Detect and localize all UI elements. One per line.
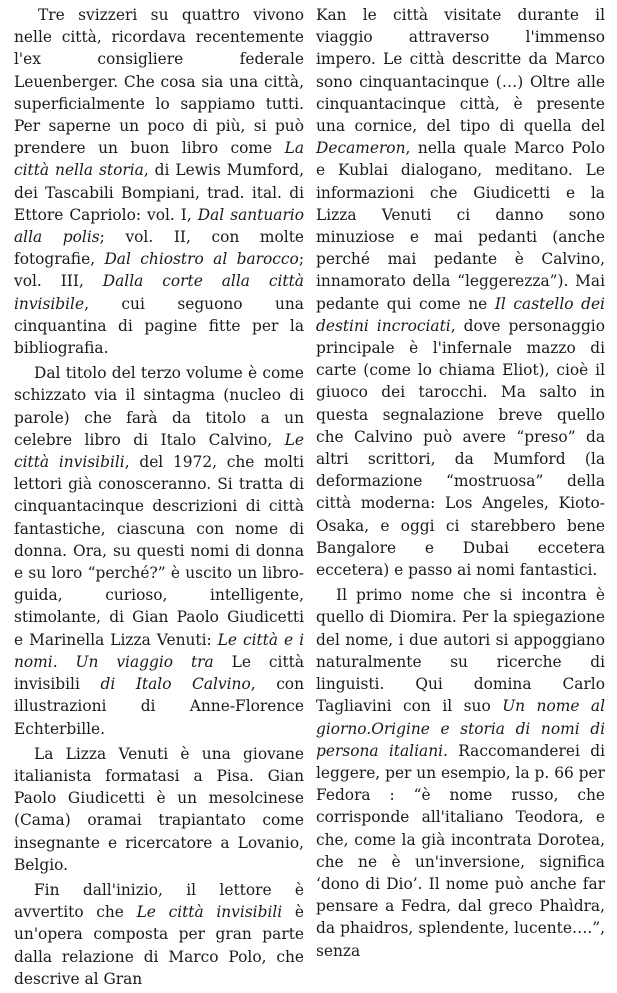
text-segment: , con illustrazioni di Anne-Florence Echterbille. bbox=[14, 675, 304, 738]
paragraph-3: La Lizza Venuti è una giovane italianista formatasi a Pisa. Gian Paolo Giudicetti è un mesolcinese (Cama) oramai trapiantato come insegnante e ricercatore a Lovanio, Belgio. bbox=[14, 744, 304, 874]
paragraph-1 bbox=[14, 4, 304, 359]
volume-title-italic: Dalla corte alla città invisibile bbox=[14, 272, 304, 313]
text-segment: Tre svizzeri su quattro vivono nelle città, ricordava recentemente l'ex consigliere federale Leuenberger. Che cosa sia una città, superficialmente lo sappiamo tutti. Per saperne un poco di più, si può prendere un buon libro come bbox=[14, 6, 304, 158]
book-title-italic: Le città invisibili bbox=[136, 903, 283, 922]
paragraph-5 bbox=[316, 4, 605, 581]
text-segment: ; vol. III, bbox=[14, 250, 304, 291]
book-title-italic: di Italo Calvino bbox=[100, 675, 251, 694]
paragraph-6 bbox=[316, 584, 605, 961]
book-title-italic: Un nome al giorno.Origine e storia di nomi di persona italiani bbox=[316, 697, 605, 760]
text-segment: Le città invisibili bbox=[14, 652, 304, 694]
paragraph-2 bbox=[14, 362, 304, 739]
text-segment: Kan le città visitate durante il viaggio attraverso l'immenso impero. Le città descritte da Marco sono cinquantacinque (…) Oltre alle cinquantacinque città, è presente una cornice, del tipo di quella del bbox=[316, 6, 605, 136]
paragraph-4 bbox=[14, 879, 304, 990]
text-segment: , cui seguono una cinquantina di pagine fitte per la bibliografia. bbox=[14, 294, 304, 358]
text-segment: , di Lewis Mumford, dei Tascabili Bompiani, trad. ital. di Ettore Capriolo: vol. I, bbox=[14, 161, 305, 224]
book-title-italic: Il castello dei destini incrociati bbox=[316, 294, 605, 335]
left-column bbox=[14, 4, 304, 993]
right-column bbox=[316, 4, 605, 965]
text-segment: Dal titolo del terzo volume è come schizzato via il sintagma (nucleo di parole) che farà da titolo a un celebre libro di Italo Calvino, bbox=[14, 364, 304, 449]
book-title-italic: Le città e i nomi. Un viaggio tra bbox=[14, 630, 304, 671]
text-segment: . Raccomanderei di leggere, per un esempio, la p. 66 per Fedora : “è nome russo, che corrisponde all'italiano Teodora, e che, come la già incontrata Dorotea, che ne è un'inversione, significa ‘dono di Dio’. Il nome può anche far pensare a Fedra, dal greco Phaìdra, da phaidros, splendente, lucente….”, senza bbox=[316, 741, 605, 960]
text-segment: Il primo nome che si incontra è quello di Diomira. Per la spiegazione del nome, i due autori si appoggiano naturalmente su ricerche di linguisti. Qui domina Carlo Tagliavini con il suo bbox=[316, 586, 605, 716]
book-title-italic: La città nella storia bbox=[14, 139, 304, 180]
text-segment: , dove personaggio principale è l'infernale mazzo di carte (come lo chiama Eliot), cioè il giuoco dei tarocchi. Ma salto in questa segnalazione breve quello che Calvino può avere “preso” da altri scrittori, da Mumford (la deformazione “mostruosa” della città moderna: Los Angeles, Kioto-Osaka, e oggi ci starebbero bene Bangalore e Dubai eccetera eccetera) e passo ai nomi fantastici. bbox=[316, 316, 605, 580]
volume-title-italic: Dal santuario alla polis bbox=[14, 205, 304, 247]
text-segment: è un'opera composta per gran parte dalla relazione di Marco Polo, che descrive al Gran bbox=[14, 903, 305, 988]
text-segment: ; vol. II, con molte fotografie, bbox=[14, 228, 304, 269]
text-segment: , nella quale Marco Polo e Kublai dialogano, meditano. Le informazioni che Giudicetti e la Lizza Venuti ci danno sono minuziose e mai pedanti (anche perché mai pedante è Calvino, innamorato della “leggerezza”). Mai pedante qui come ne bbox=[316, 139, 605, 313]
volume-title-italic: Dal chiostro al barocco bbox=[104, 250, 299, 269]
text-segment: , del 1972, che molti lettori già conosceranno. Si tratta di cinquantacinque descrizioni di città fantastiche, ciascuna con nome di donna. Ora, su questi nomi di donna e su loro “perché?” è uscito un libro-guida, curioso, intelligente, stimolante, di Gian Paolo Giudicetti e Marinella Lizza Venuti: bbox=[14, 453, 305, 649]
book-title-italic: Decameron bbox=[316, 139, 406, 158]
book-title-italic: Le città invisibili bbox=[14, 430, 304, 472]
text-segment: Fin dall'inizio, il lettore è avvertito che bbox=[14, 880, 304, 922]
